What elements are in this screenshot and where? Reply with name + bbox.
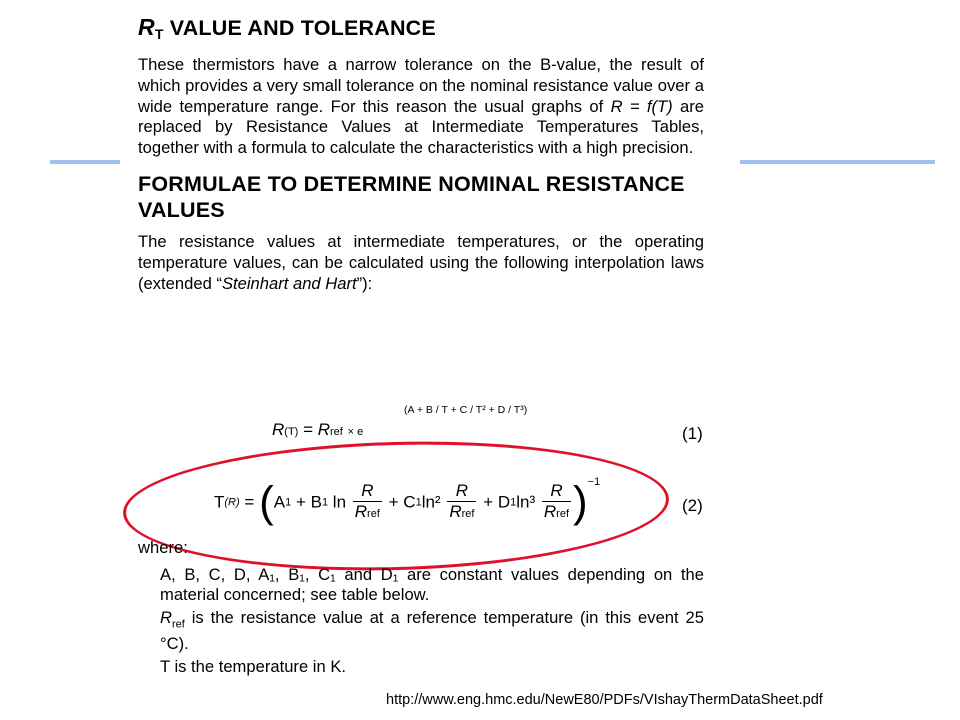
- equation-1-exponent: (A + B / T + C / T² + D / T³): [404, 404, 528, 416]
- fraction-1: $\frac{R}{\text{Rref}}$: [354, 481, 380, 522]
- equation-1: R(T) = Rref × e (A + B / T + C / T² + D / T³): [272, 404, 528, 439]
- equation-2: T(R) = (A1 + B1 ln $\frac{R}{\text{Rref}}$ + C1ln² $\frac{R}{\text{Rref}}$ + D1ln³ $\frac{R}{\text{Rref}}$ )$^{-1}$: [214, 476, 601, 527]
- definition-temperature: T is the temperature in K.: [160, 657, 346, 677]
- rt-symbol: $R_T$: [138, 14, 164, 42]
- fraction-3: $\frac{R}{\text{Rref}}$: [543, 481, 570, 522]
- fraction-2: $\frac{R}{\text{Rref}}$: [449, 481, 475, 522]
- tolerance-paragraph: These thermistors have a narrow tolerance on the B-value, the result of which provides a very small tolerance on the nominal resistance value over a wide temperature range. For this reason the usual graphs of R = f(T) are replaced by Resistance Values at Intermediate Temperatures Tables, together with a formula to calculate the characteristics with a high precision.: [138, 55, 705, 158]
- section-heading-rt-value: $R_T$ VALUE AND TOLERANCE: [138, 14, 436, 42]
- definitions-list: [160, 565, 704, 680]
- equation-2-number: (2): [682, 496, 703, 515]
- definition-rref: $R_{ref}$ is the resistance value at a reference temperature (in this event 25 °C).: [160, 608, 704, 654]
- highlight-ellipse: [121, 435, 670, 577]
- source-url: http://www.eng.hmc.edu/NewE80/PDFs/VIshayThermDataSheet.pdf: [386, 692, 823, 708]
- decorative-bar-right: [740, 160, 935, 164]
- datasheet-excerpt: [138, 14, 704, 294]
- decorative-bar-left: [50, 160, 120, 164]
- formulae-paragraph: The resistance values at intermediate temperatures, or the operating temperature values, can be calculated using the following interpolation laws (extended “Steinhart and Hart”):: [138, 231, 704, 293]
- section-heading-formulae: FORMULAE TO DETERMINE NOMINAL RESISTANCE VALUES: [138, 171, 685, 222]
- where-label: where:: [138, 538, 188, 557]
- equation-1-number: (1): [682, 424, 703, 443]
- definition-constants: A, B, C, D, A₁, B₁, C₁ and D₁ are constant values depending on the material concerned; see table below.: [160, 565, 704, 604]
